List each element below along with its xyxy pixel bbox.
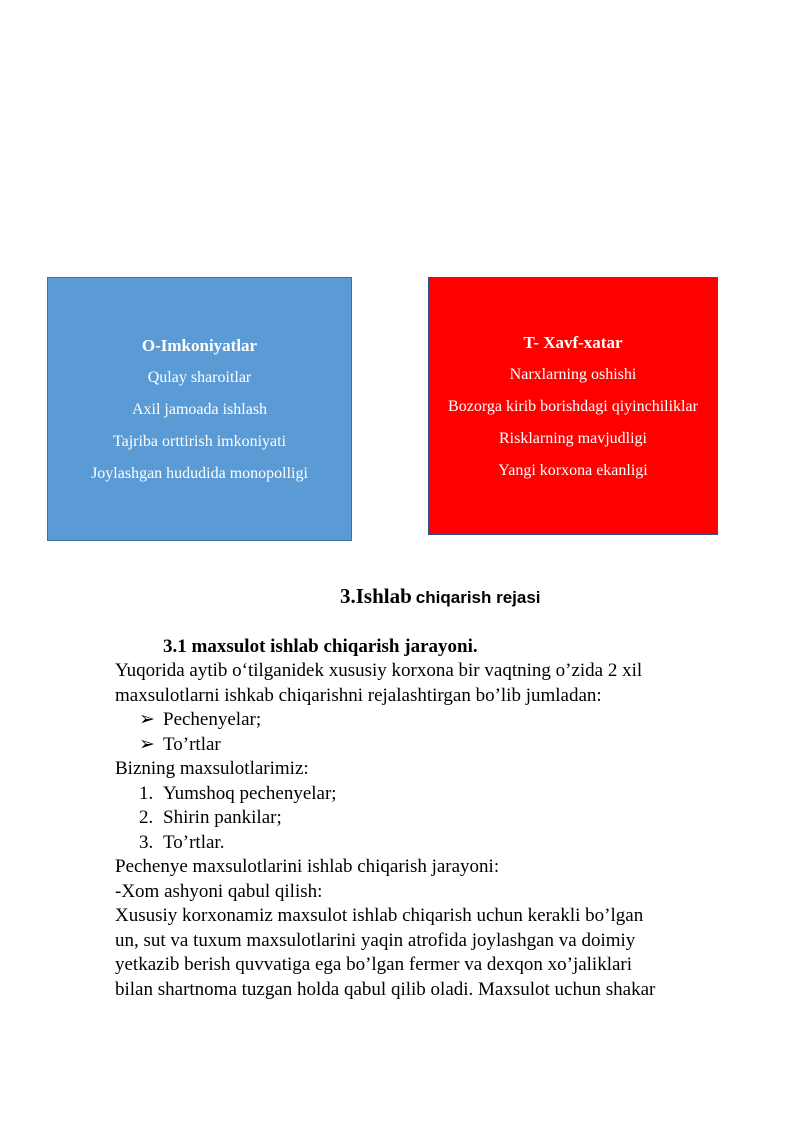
intro-line: maxsulotlarni ishkab chiqarishni rejalashtirgan bo’lib jumladan: [115, 684, 602, 706]
product-item [115, 782, 755, 807]
arrow-bullet-icon: ➢ [139, 733, 155, 755]
section-title [340, 584, 541, 609]
bullet-text: Pechenyelar; [163, 709, 262, 730]
opportunity-item: Axil jamoada ishlash [131, 400, 268, 418]
opportunity-item: Joylashgan hududida monopolligi [91, 464, 308, 482]
raw-material-heading: -Xom ashyoni qabul qilish: [115, 880, 323, 902]
product-text: Shirin pankilar; [163, 807, 282, 828]
opportunities-box [47, 277, 352, 541]
threats-box [428, 277, 718, 535]
product-text: To’rtlar. [163, 831, 225, 853]
intro-line: Yuqorida aytib o‘tilganidek xususiy korxona bir vaqtning o’zida 2 xil [115, 660, 643, 681]
products-heading: Bizning maxsulotlarimiz: [115, 758, 309, 779]
threat-item: Risklarning mavjudligi [499, 429, 647, 447]
bullet-item [115, 708, 755, 733]
paragraph-line: bilan shartnoma tuzgan holda qabul qilib oladi. Maxsulot uchun shakar [115, 978, 656, 1000]
process-heading: Pechenye maxsulotlarini ishlab chiqarish jarayoni: [115, 856, 500, 877]
product-number: 1. [139, 782, 154, 804]
opportunity-item: Tajriba orttirish imkoniyati [112, 432, 287, 450]
product-number: 3. [139, 831, 154, 853]
subsection-heading: 3.1 maxsulot ishlab chiqarish jarayoni. [163, 636, 478, 657]
arrow-bullet-icon: ➢ [139, 709, 155, 730]
threat-item: Narxlarning oshishi [509, 365, 637, 383]
threat-item: Yangi korxona ekanligi [498, 461, 648, 479]
bullet-text: To’rtlar [163, 733, 221, 755]
threat-item: Bozorga kirib borishdagi qiyinchiliklar [448, 397, 698, 415]
paragraph-line: yetkazib berish quvvatiga ega bo’lgan fermer va dexqon xo’jaliklari [115, 954, 633, 975]
section-title-rest: chiqarish rejasi [415, 588, 541, 607]
product-number: 2. [139, 807, 154, 828]
product-item [115, 806, 755, 831]
product-text: Yumshoq pechenyelar; [163, 782, 337, 804]
opportunities-title: O-Imkoniyatlar [141, 335, 258, 355]
bullet-item [115, 733, 755, 758]
threats-title: T- Xavf-xatar [523, 332, 623, 352]
opportunity-item: Qulay sharoitlar [147, 368, 252, 386]
paragraph-line: Xususiy korxonamiz maxsulot ishlab chiqarish uchun kerakli bo’lgan [115, 905, 644, 926]
body-text [115, 659, 755, 1002]
section-title-number: 3.Ishlab [340, 584, 412, 608]
paragraph-line: un, sut va tuxum maxsulotlarini yaqin atrofida joylashgan va doimiy [115, 929, 636, 951]
product-item [115, 831, 755, 856]
